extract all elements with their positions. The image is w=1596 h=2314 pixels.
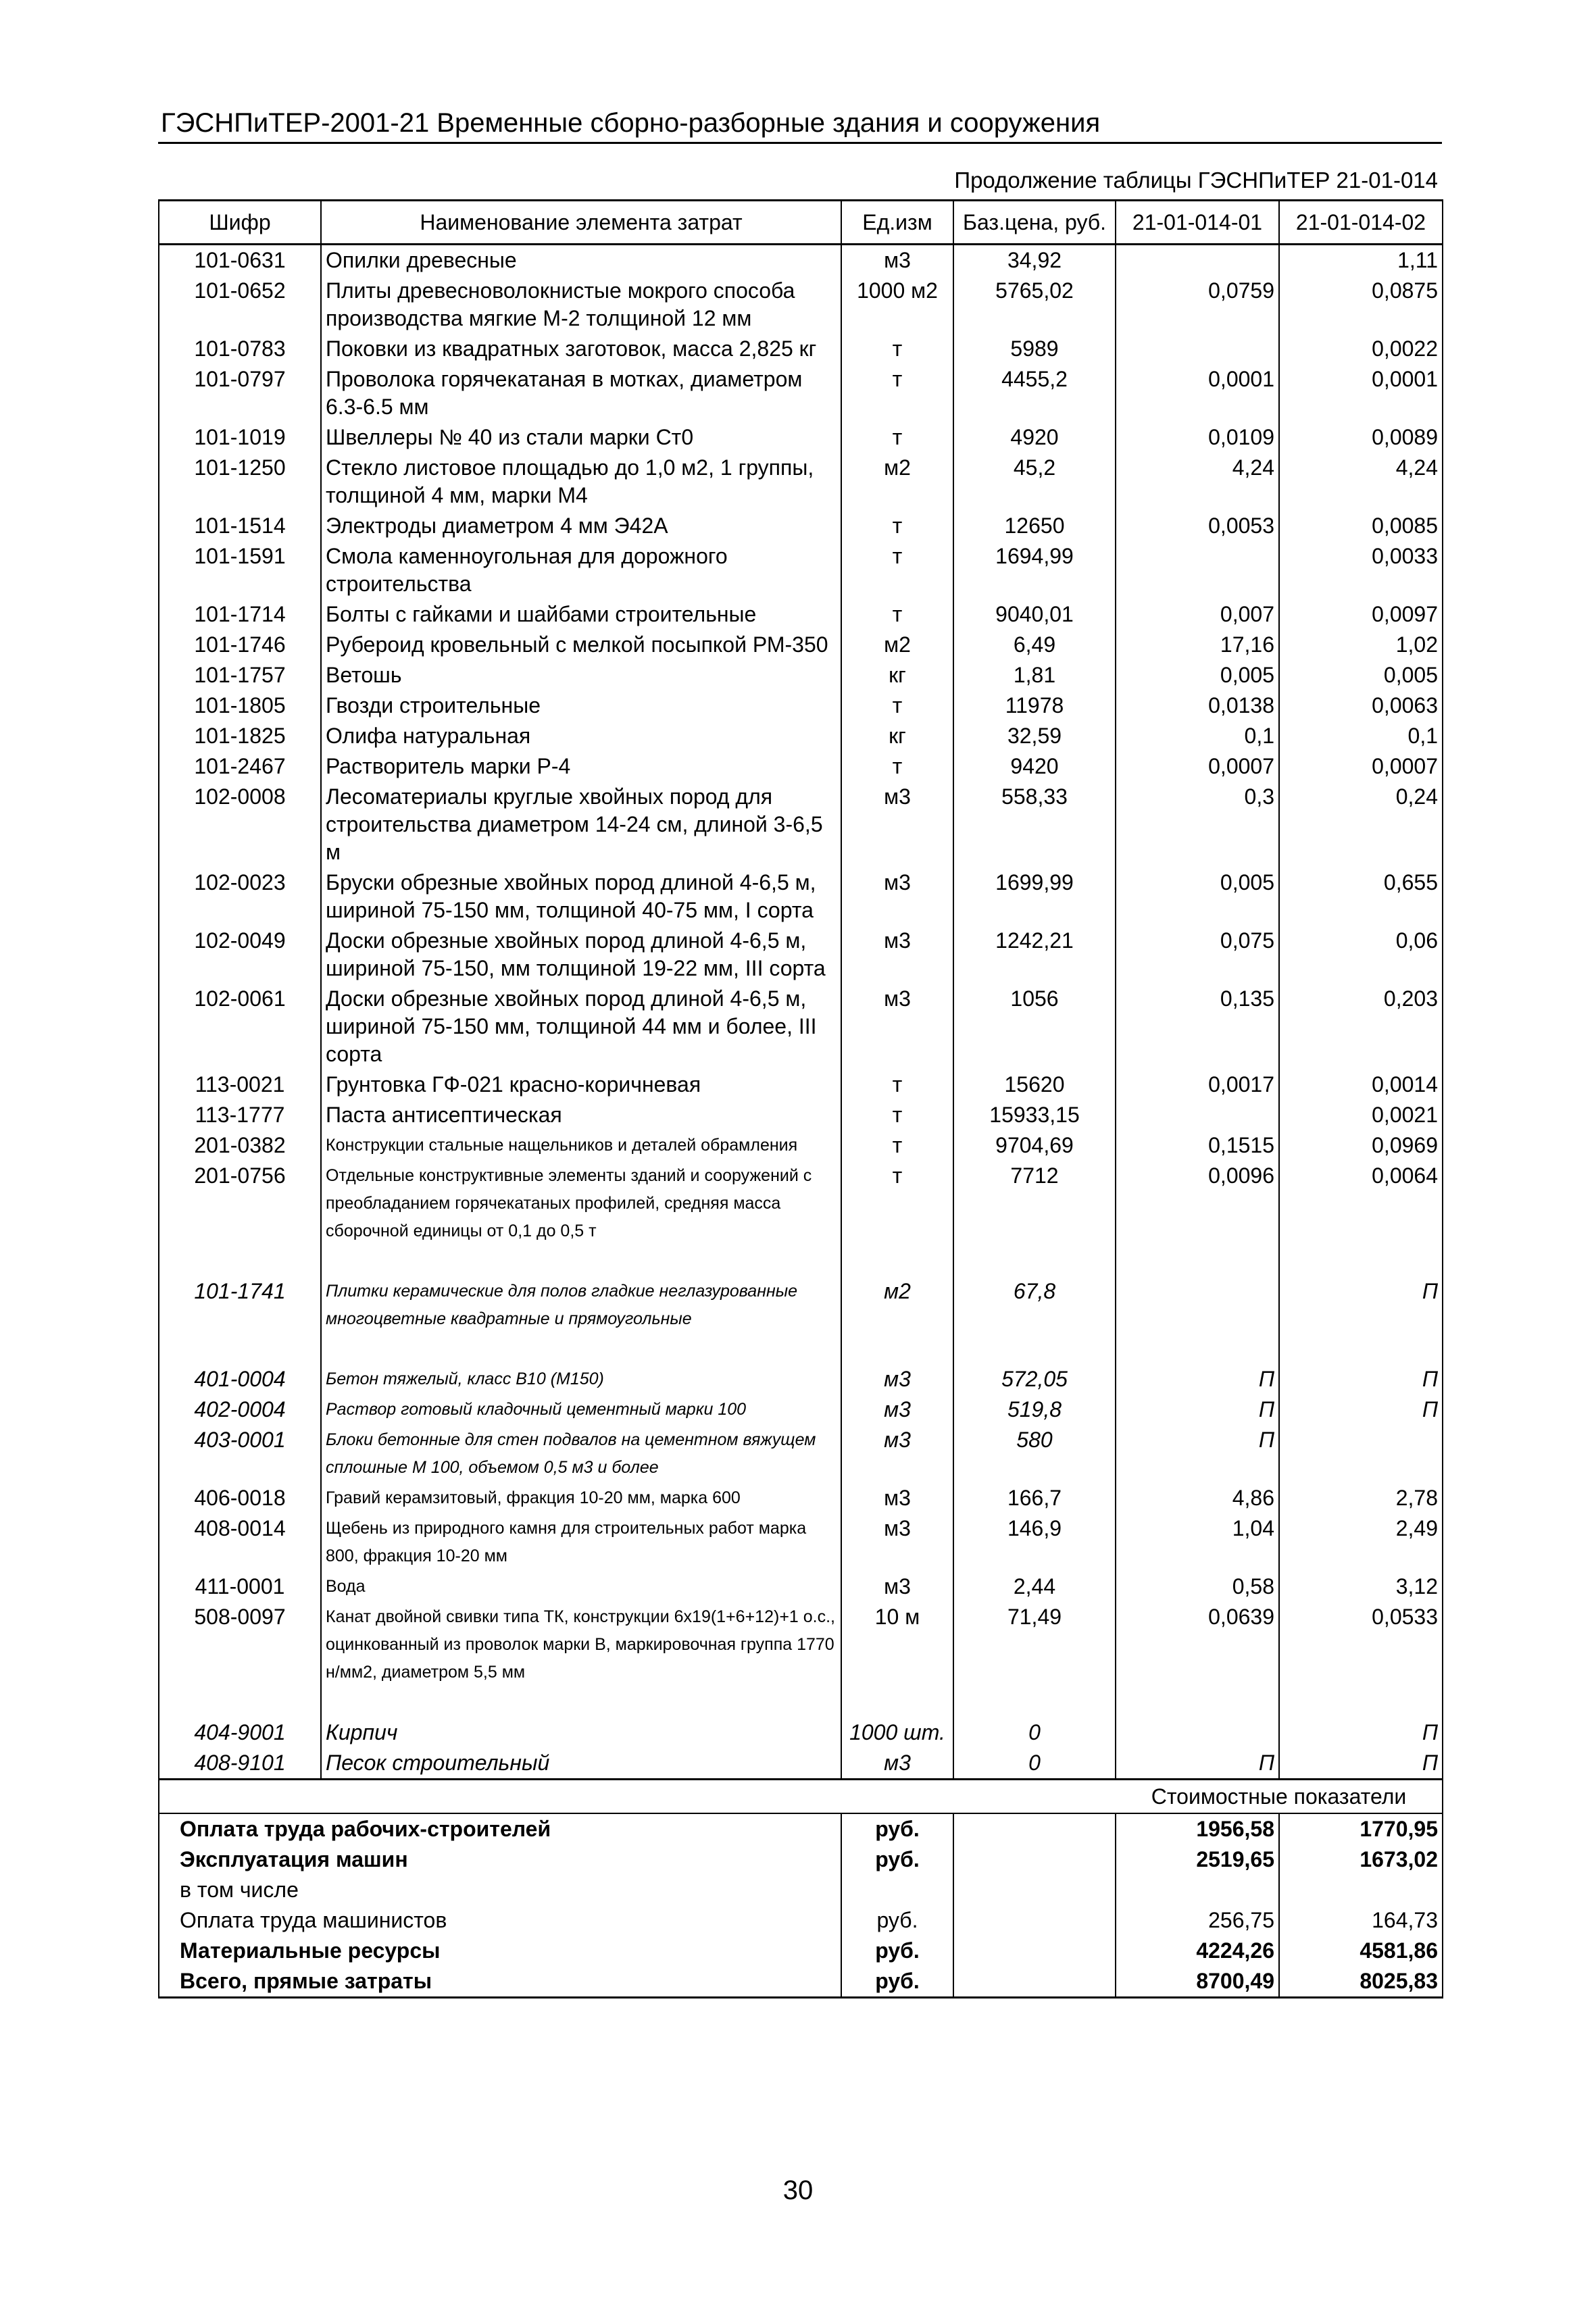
- summary-row: [159, 1813, 1443, 1844]
- cell-v2: П: [1279, 1364, 1443, 1394]
- summary-header-row: [159, 1780, 1443, 1814]
- column-header: Ед.изм: [841, 201, 953, 245]
- cell-name: Поковки из квадратных заготовок, масса 2,825 кг: [321, 334, 841, 364]
- summary-label: Всего, прямые затраты: [159, 1966, 841, 1998]
- cell-v2: 3,12: [1279, 1571, 1443, 1602]
- table-row: [159, 1130, 1443, 1161]
- table-row: [159, 422, 1443, 453]
- cell-code: 201-0756: [159, 1161, 321, 1247]
- cell-name: Раствор готовый кладочный цементный марки 100: [321, 1394, 841, 1425]
- cell-unit: т: [841, 1100, 953, 1130]
- cell-unit: 1000 шт.: [841, 1717, 953, 1748]
- resource-table: [158, 199, 1443, 1998]
- table-row: [159, 1425, 1443, 1483]
- document-header-title: ГЭСНПиТЕР-2001-21 Временные сборно-разборные здания и сооружения: [161, 108, 1101, 138]
- cell-v2: 0,203: [1279, 984, 1443, 1070]
- summary-blank: [953, 1936, 1116, 1966]
- cell-name: Швеллеры № 40 из стали марки Ст0: [321, 422, 841, 453]
- table-row: [159, 630, 1443, 660]
- summary-blank: [953, 1966, 1116, 1998]
- cell-price: 71,49: [953, 1602, 1116, 1688]
- cell-unit: т: [841, 511, 953, 541]
- summary-unit: руб.: [841, 1813, 953, 1844]
- cell-price: 0: [953, 1717, 1116, 1748]
- cell-unit: [841, 1247, 953, 1276]
- cell-unit: м3: [841, 1748, 953, 1780]
- cell-code: 102-0049: [159, 926, 321, 984]
- cell-price: [953, 1247, 1116, 1276]
- cell-unit: [841, 1688, 953, 1717]
- summary-blank: [953, 1905, 1116, 1936]
- cell-code: [159, 1688, 321, 1717]
- cell-v1: [1116, 1276, 1279, 1334]
- cell-code: 101-0783: [159, 334, 321, 364]
- table-row: [159, 1748, 1443, 1780]
- cell-code: 411-0001: [159, 1571, 321, 1602]
- cell-v2: 0,655: [1279, 867, 1443, 926]
- cell-price: 166,7: [953, 1483, 1116, 1513]
- summary-value-01: 256,75: [1116, 1905, 1279, 1936]
- cell-code: 401-0004: [159, 1364, 321, 1394]
- cell-name: Смола каменноугольная для дорожного строительства: [321, 541, 841, 599]
- cell-price: 6,49: [953, 630, 1116, 660]
- cell-price: 9420: [953, 751, 1116, 782]
- cell-code: 403-0001: [159, 1425, 321, 1483]
- cell-unit: 10 м: [841, 1602, 953, 1688]
- header-rule: [158, 142, 1442, 144]
- cell-code: 101-0631: [159, 245, 321, 276]
- cell-name: Плиты древесноволокнистые мокрого способа производства мягкие М-2 толщиной 12 мм: [321, 276, 841, 334]
- cell-unit: т: [841, 1161, 953, 1247]
- summary-row: [159, 1875, 1443, 1905]
- cell-v2: П: [1279, 1748, 1443, 1780]
- cell-v1: 0,005: [1116, 660, 1279, 690]
- cell-v2: 0,005: [1279, 660, 1443, 690]
- cell-price: 32,59: [953, 721, 1116, 751]
- cell-price: 5765,02: [953, 276, 1116, 334]
- cell-v2: [1279, 1425, 1443, 1483]
- summary-row: [159, 1966, 1443, 1998]
- cell-name: Паста антисептическая: [321, 1100, 841, 1130]
- cell-code: 101-1741: [159, 1276, 321, 1334]
- cell-price: [953, 1334, 1116, 1364]
- summary-label: Материальные ресурсы: [159, 1936, 841, 1966]
- cell-name: [321, 1688, 841, 1717]
- cell-name: Электроды диаметром 4 мм Э42А: [321, 511, 841, 541]
- cell-price: 9040,01: [953, 599, 1116, 630]
- cell-v1: П: [1116, 1748, 1279, 1780]
- table-row: [159, 751, 1443, 782]
- cell-unit: т: [841, 422, 953, 453]
- cell-code: [159, 1247, 321, 1276]
- cell-unit: м3: [841, 1394, 953, 1425]
- cell-price: 0: [953, 1748, 1116, 1780]
- cell-v1: [1116, 334, 1279, 364]
- cell-v1: 0,0017: [1116, 1070, 1279, 1100]
- summary-value-02: 1673,02: [1279, 1844, 1443, 1875]
- cell-price: 580: [953, 1425, 1116, 1483]
- cell-code: 404-9001: [159, 1717, 321, 1748]
- summary-label: в том числе: [159, 1875, 841, 1905]
- cell-price: 45,2: [953, 453, 1116, 511]
- cell-v2: 0,0021: [1279, 1100, 1443, 1130]
- cell-unit: м3: [841, 926, 953, 984]
- cell-code: 101-1805: [159, 690, 321, 721]
- cell-v1: 0,005: [1116, 867, 1279, 926]
- cell-code: [159, 1334, 321, 1364]
- summary-unit: [841, 1875, 953, 1905]
- table-header-row: [159, 201, 1443, 245]
- cell-price: 11978: [953, 690, 1116, 721]
- summary-value-02: 1770,95: [1279, 1813, 1443, 1844]
- table-row: [159, 453, 1443, 511]
- table-row: [159, 1571, 1443, 1602]
- cell-name: [321, 1247, 841, 1276]
- cell-code: 102-0008: [159, 782, 321, 867]
- cell-unit: т: [841, 1130, 953, 1161]
- summary-value-02: 164,73: [1279, 1905, 1443, 1936]
- cell-code: 508-0097: [159, 1602, 321, 1688]
- cell-unit: м3: [841, 782, 953, 867]
- cell-code: 402-0004: [159, 1394, 321, 1425]
- table-row: [159, 511, 1443, 541]
- cell-name: Проволока горячекатаная в мотках, диаметром 6.3-6.5 мм: [321, 364, 841, 422]
- cell-v2: [1279, 1247, 1443, 1276]
- cell-price: 4920: [953, 422, 1116, 453]
- column-header: 21-01-014-02: [1279, 201, 1443, 245]
- cell-code: 406-0018: [159, 1483, 321, 1513]
- summary-header-label: Стоимостные показатели: [1116, 1780, 1443, 1814]
- table-row: [159, 1100, 1443, 1130]
- cell-v2: 0,0033: [1279, 541, 1443, 599]
- cell-v1: П: [1116, 1364, 1279, 1394]
- table-row: [159, 1161, 1443, 1247]
- cell-name: Канат двойной свивки типа ТК, конструкции 6х19(1+6+12)+1 о.с., оцинкованный из проволок марки В, маркировочная группа 1770 н/мм2, диаметром 5,5 мм: [321, 1602, 841, 1688]
- cell-code: 102-0023: [159, 867, 321, 926]
- cell-v2: [1279, 1334, 1443, 1364]
- summary-label: Эксплуатация машин: [159, 1844, 841, 1875]
- cell-v1: 0,0138: [1116, 690, 1279, 721]
- table-caption: Продолжение таблицы ГЭСНПиТЕР 21-01-014: [954, 168, 1438, 193]
- cell-v2: 0,0085: [1279, 511, 1443, 541]
- cell-v1: 0,075: [1116, 926, 1279, 984]
- cell-price: 1699,99: [953, 867, 1116, 926]
- cell-code: 101-1019: [159, 422, 321, 453]
- column-header: Наименование элемента затрат: [321, 201, 841, 245]
- cell-code: 101-2467: [159, 751, 321, 782]
- cell-name: Ветошь: [321, 660, 841, 690]
- spacer-row: [159, 1334, 1443, 1364]
- cell-price: 558,33: [953, 782, 1116, 867]
- cell-unit: м3: [841, 1571, 953, 1602]
- cell-name: Бруски обрезные хвойных пород длиной 4-6,5 м, шириной 75-150 мм, толщиной 40-75 мм, I сорта: [321, 867, 841, 926]
- cell-unit: м3: [841, 245, 953, 276]
- cell-code: 201-0382: [159, 1130, 321, 1161]
- summary-unit: руб.: [841, 1936, 953, 1966]
- cell-price: 7712: [953, 1161, 1116, 1247]
- cell-name: Рубероид кровельный с мелкой посыпкой РМ-350: [321, 630, 841, 660]
- table-row: [159, 1070, 1443, 1100]
- cell-v1: 0,0639: [1116, 1602, 1279, 1688]
- cell-price: 15933,15: [953, 1100, 1116, 1130]
- cell-price: 5989: [953, 334, 1116, 364]
- table-row: [159, 660, 1443, 690]
- cell-price: [953, 1688, 1116, 1717]
- cell-v2: [1279, 1688, 1443, 1717]
- table-row: [159, 1483, 1443, 1513]
- cell-v1: [1116, 1247, 1279, 1276]
- cell-v1: [1116, 1334, 1279, 1364]
- summary-blank: [953, 1844, 1116, 1875]
- cell-v1: 0,007: [1116, 599, 1279, 630]
- page-number: 30: [782, 2175, 814, 2205]
- cell-code: 101-1591: [159, 541, 321, 599]
- cell-name: Доски обрезные хвойных пород длиной 4-6,5 м, шириной 75-150, мм толщиной 19-22 мм, III сорта: [321, 926, 841, 984]
- cell-v2: 0,0064: [1279, 1161, 1443, 1247]
- table-row: [159, 1364, 1443, 1394]
- cell-name: Кирпич: [321, 1717, 841, 1748]
- cell-name: Блоки бетонные для стен подвалов на цементном вяжущем сплошные М 100, объемом 0,5 м3 и более: [321, 1425, 841, 1483]
- summary-label: Оплата труда машинистов: [159, 1905, 841, 1936]
- summary-value-02: 8025,83: [1279, 1966, 1443, 1998]
- cell-code: 102-0061: [159, 984, 321, 1070]
- cell-price: 519,8: [953, 1394, 1116, 1425]
- cell-name: Доски обрезные хвойных пород длиной 4-6,5 м, шириной 75-150 мм, толщиной 44 мм и более, III сорта: [321, 984, 841, 1070]
- summary-value-01: 2519,65: [1116, 1844, 1279, 1875]
- cell-unit: [841, 1334, 953, 1364]
- column-header: 21-01-014-01: [1116, 201, 1279, 245]
- cell-code: 408-0014: [159, 1513, 321, 1571]
- cell-v2: П: [1279, 1276, 1443, 1334]
- cell-unit: т: [841, 1070, 953, 1100]
- table-row: [159, 1602, 1443, 1688]
- cell-v2: 0,0089: [1279, 422, 1443, 453]
- summary-value-02: 4581,86: [1279, 1936, 1443, 1966]
- cell-code: 101-0652: [159, 276, 321, 334]
- cell-name: Болты с гайками и шайбами строительные: [321, 599, 841, 630]
- table-row: [159, 245, 1443, 276]
- cell-name: Конструкции стальные нащельников и деталей обрамления: [321, 1130, 841, 1161]
- cell-v1: 0,0759: [1116, 276, 1279, 334]
- summary-value-01: 4224,26: [1116, 1936, 1279, 1966]
- summary-row: [159, 1905, 1443, 1936]
- cell-v1: 0,58: [1116, 1571, 1279, 1602]
- cell-v2: П: [1279, 1394, 1443, 1425]
- summary-row: [159, 1844, 1443, 1875]
- cell-unit: т: [841, 751, 953, 782]
- cell-name: Олифа натуральная: [321, 721, 841, 751]
- cell-unit: м3: [841, 984, 953, 1070]
- table-row: [159, 984, 1443, 1070]
- cell-unit: т: [841, 334, 953, 364]
- cell-price: 9704,69: [953, 1130, 1116, 1161]
- cell-unit: м3: [841, 1364, 953, 1394]
- column-header: Баз.цена, руб.: [953, 201, 1116, 245]
- cell-v1: [1116, 541, 1279, 599]
- table-body: [159, 245, 1443, 1998]
- table-row: [159, 364, 1443, 422]
- cell-unit: т: [841, 364, 953, 422]
- table-row: [159, 1394, 1443, 1425]
- summary-unit: руб.: [841, 1966, 953, 1998]
- summary-blank: [953, 1875, 1116, 1905]
- cell-v2: 2,78: [1279, 1483, 1443, 1513]
- table-row: [159, 541, 1443, 599]
- cell-v2: 0,24: [1279, 782, 1443, 867]
- cell-price: 2,44: [953, 1571, 1116, 1602]
- cell-code: 101-1825: [159, 721, 321, 751]
- summary-value-02: [1279, 1875, 1443, 1905]
- cell-v2: 0,0022: [1279, 334, 1443, 364]
- cell-name: Гравий керамзитовый, фракция 10-20 мм, марка 600: [321, 1483, 841, 1513]
- cell-name: Гвозди строительные: [321, 690, 841, 721]
- cell-unit: м3: [841, 1425, 953, 1483]
- cell-price: 67,8: [953, 1276, 1116, 1334]
- summary-label: Оплата труда рабочих-строителей: [159, 1813, 841, 1844]
- cell-v2: 0,0969: [1279, 1130, 1443, 1161]
- cell-name: Отдельные конструктивные элементы зданий и сооружений с преобладанием горячекатаных профилей, средняя масса сборочной единицы от 0,1 до 0,5 т: [321, 1161, 841, 1247]
- cell-v2: 0,0007: [1279, 751, 1443, 782]
- table-row: [159, 334, 1443, 364]
- table-row: [159, 599, 1443, 630]
- cell-v1: 17,16: [1116, 630, 1279, 660]
- cell-v1: 0,0053: [1116, 511, 1279, 541]
- cell-unit: м3: [841, 1513, 953, 1571]
- spacer-row: [159, 1247, 1443, 1276]
- cell-v1: [1116, 1688, 1279, 1717]
- cell-v1: П: [1116, 1394, 1279, 1425]
- cell-unit: м2: [841, 1276, 953, 1334]
- cell-v2: 0,0014: [1279, 1070, 1443, 1100]
- summary-value-01: 8700,49: [1116, 1966, 1279, 1998]
- cell-code: 113-1777: [159, 1100, 321, 1130]
- cell-unit: м2: [841, 630, 953, 660]
- cell-unit: т: [841, 690, 953, 721]
- table-row: [159, 690, 1443, 721]
- cell-code: 113-0021: [159, 1070, 321, 1100]
- cell-price: 1056: [953, 984, 1116, 1070]
- cell-code: 101-1757: [159, 660, 321, 690]
- table-row: [159, 926, 1443, 984]
- cell-unit: кг: [841, 660, 953, 690]
- table-row: [159, 782, 1443, 867]
- cell-code: 101-1514: [159, 511, 321, 541]
- table-row: [159, 867, 1443, 926]
- cell-unit: м3: [841, 867, 953, 926]
- cell-price: 4455,2: [953, 364, 1116, 422]
- cell-v1: 0,0007: [1116, 751, 1279, 782]
- cell-price: 1242,21: [953, 926, 1116, 984]
- summary-value-01: [1116, 1875, 1279, 1905]
- cell-name: Щебень из природного камня для строительных работ марка 800, фракция 10-20 мм: [321, 1513, 841, 1571]
- summary-value-01: 1956,58: [1116, 1813, 1279, 1844]
- cell-unit: т: [841, 541, 953, 599]
- cell-code: 101-1250: [159, 453, 321, 511]
- cell-name: Растворитель марки Р-4: [321, 751, 841, 782]
- cell-code: 408-9101: [159, 1748, 321, 1780]
- cell-v2: 0,0001: [1279, 364, 1443, 422]
- cell-price: 1694,99: [953, 541, 1116, 599]
- cell-name: Песок строительный: [321, 1748, 841, 1780]
- cell-price: 146,9: [953, 1513, 1116, 1571]
- cell-v2: 0,06: [1279, 926, 1443, 984]
- cell-v2: 0,0097: [1279, 599, 1443, 630]
- cell-v1: 0,0109: [1116, 422, 1279, 453]
- cell-name: Лесоматериалы круглые хвойных пород для строительства диаметром 14-24 см, длиной 3-6,5 м: [321, 782, 841, 867]
- cell-name: Бетон тяжелый, класс В10 (М150): [321, 1364, 841, 1394]
- table-row: [159, 1513, 1443, 1571]
- summary-blank: [953, 1813, 1116, 1844]
- cell-code: 101-1714: [159, 599, 321, 630]
- summary-unit: руб.: [841, 1844, 953, 1875]
- cell-code: 101-1746: [159, 630, 321, 660]
- cell-name: [321, 1334, 841, 1364]
- cell-name: Плитки керамические для полов гладкие неглазурованные многоцветные квадратные и прямоугольные: [321, 1276, 841, 1334]
- cell-code: 101-0797: [159, 364, 321, 422]
- cell-v1: [1116, 1717, 1279, 1748]
- cell-unit: кг: [841, 721, 953, 751]
- cell-v1: [1116, 1100, 1279, 1130]
- cell-name: Стекло листовое площадью до 1,0 м2, 1 группы, толщиной 4 мм, марки М4: [321, 453, 841, 511]
- spacer-row: [159, 1688, 1443, 1717]
- cell-v2: 1,02: [1279, 630, 1443, 660]
- cell-name: Грунтовка ГФ-021 красно-коричневая: [321, 1070, 841, 1100]
- table-row: [159, 1717, 1443, 1748]
- cell-price: 1,81: [953, 660, 1116, 690]
- column-header: Шифр: [159, 201, 321, 245]
- cell-name: Опилки древесные: [321, 245, 841, 276]
- cell-v1: П: [1116, 1425, 1279, 1483]
- cell-v2: 0,0875: [1279, 276, 1443, 334]
- cell-v2: П: [1279, 1717, 1443, 1748]
- cell-name: Вода: [321, 1571, 841, 1602]
- cell-unit: т: [841, 599, 953, 630]
- cell-v1: 0,0096: [1116, 1161, 1279, 1247]
- table-row: [159, 721, 1443, 751]
- cell-v1: 0,1515: [1116, 1130, 1279, 1161]
- table-row: [159, 1276, 1443, 1334]
- cell-v2: 4,24: [1279, 453, 1443, 511]
- cell-v1: 0,1: [1116, 721, 1279, 751]
- cell-price: 572,05: [953, 1364, 1116, 1394]
- cell-v1: 4,86: [1116, 1483, 1279, 1513]
- summary-unit: руб.: [841, 1905, 953, 1936]
- cell-v2: 2,49: [1279, 1513, 1443, 1571]
- cell-v1: 0,0001: [1116, 364, 1279, 422]
- summary-header-blank: [159, 1780, 1116, 1814]
- cell-price: 12650: [953, 511, 1116, 541]
- cell-price: 34,92: [953, 245, 1116, 276]
- cell-v1: 0,135: [1116, 984, 1279, 1070]
- table-row: [159, 276, 1443, 334]
- cell-v2: 0,0063: [1279, 690, 1443, 721]
- cell-v1: 4,24: [1116, 453, 1279, 511]
- cell-v1: [1116, 245, 1279, 276]
- cell-unit: 1000 м2: [841, 276, 953, 334]
- cell-v1: 0,3: [1116, 782, 1279, 867]
- summary-row: [159, 1936, 1443, 1966]
- cell-unit: м3: [841, 1483, 953, 1513]
- cell-v2: 0,1: [1279, 721, 1443, 751]
- cell-v2: 1,11: [1279, 245, 1443, 276]
- cell-v1: 1,04: [1116, 1513, 1279, 1571]
- cell-unit: м2: [841, 453, 953, 511]
- cell-v2: 0,0533: [1279, 1602, 1443, 1688]
- cell-price: 15620: [953, 1070, 1116, 1100]
